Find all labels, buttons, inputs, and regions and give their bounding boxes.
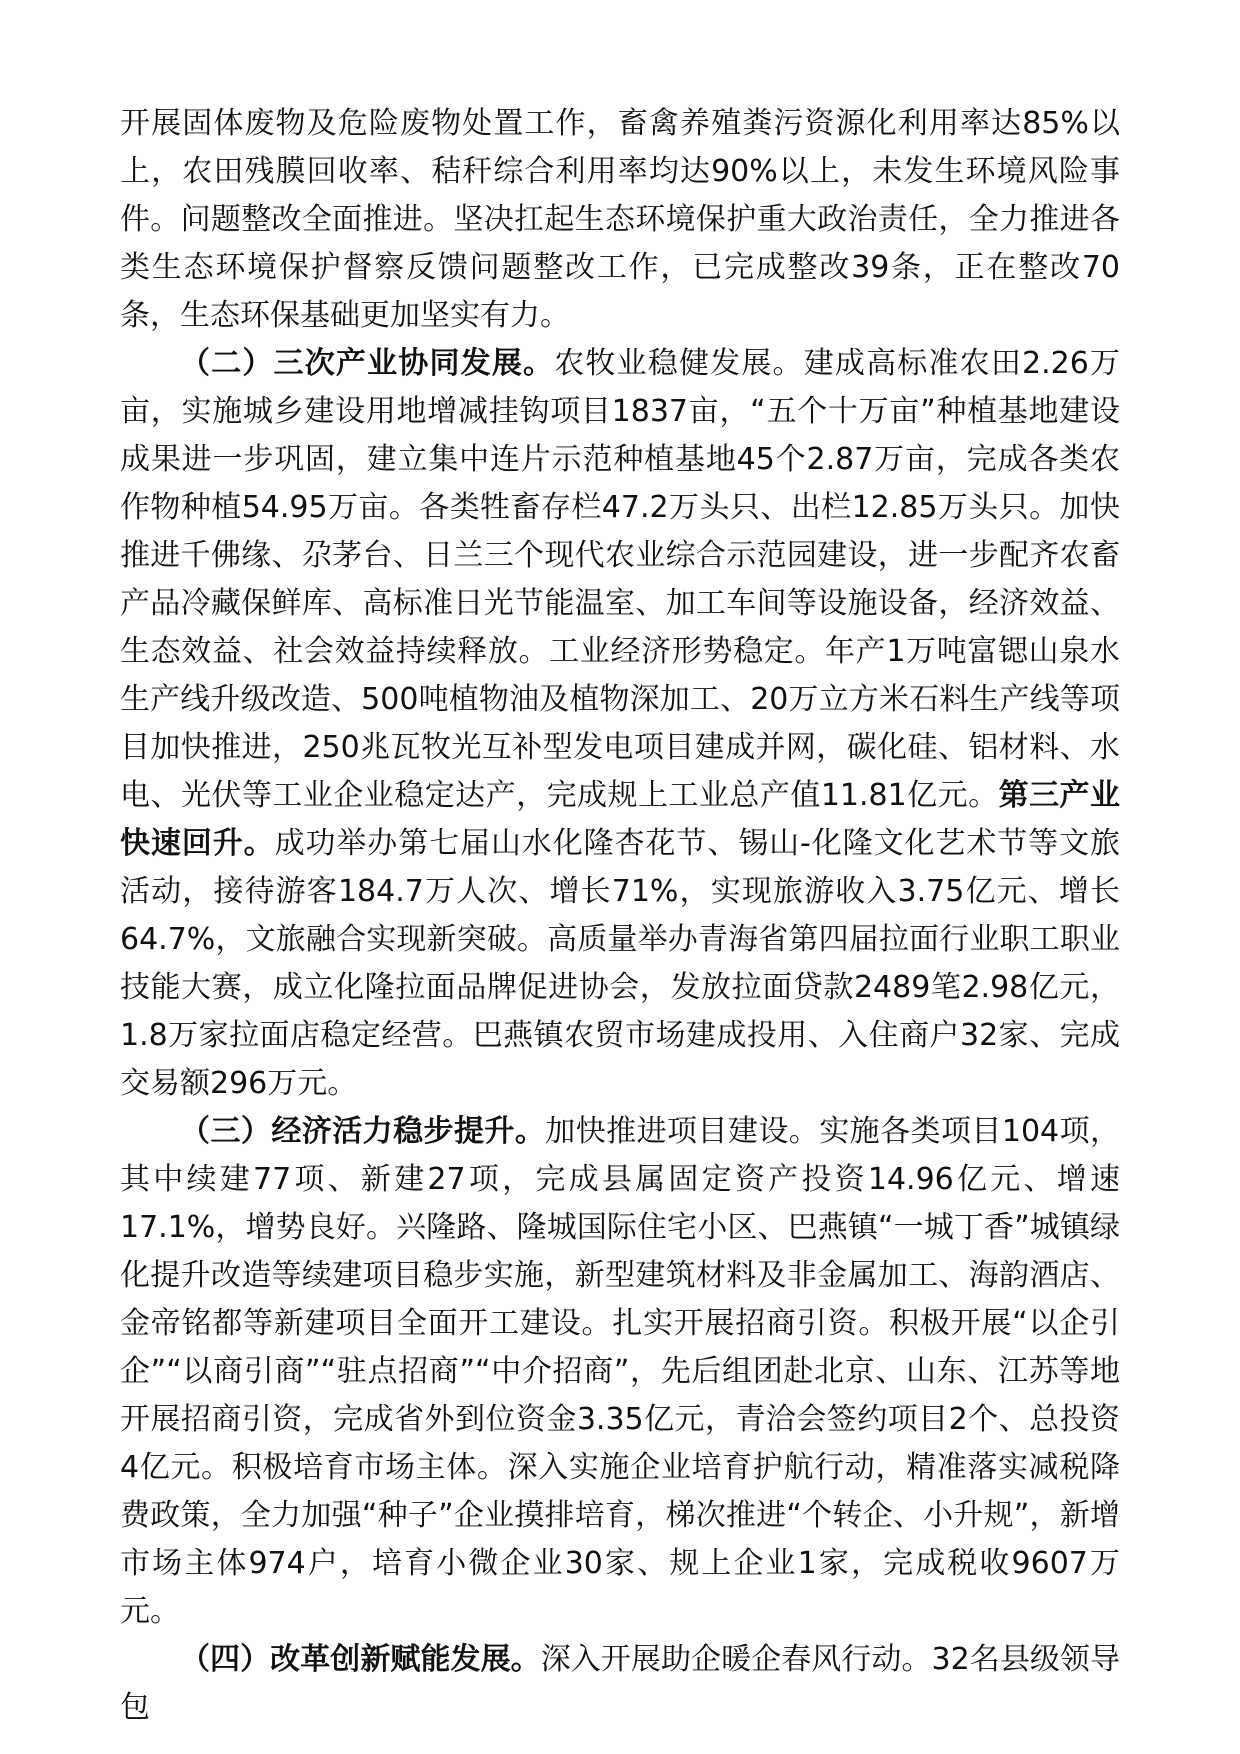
section-heading: （四）改革创新赋能发展。 <box>180 1642 541 1677</box>
paragraph-economy <box>120 1108 1120 1636</box>
section-heading: （二）三次产业协同发展。 <box>180 346 555 381</box>
paragraph-text: 加快推进项目建设。实施各类项目104项，其中续建77项、新建27项，完成县属固定资产投资14.96亿元、增速17.1%，增势良好。兴隆路、隆城国际住宅小区、巴燕镇“一城丁香”城镇绿化提升改造等续建项目稳步实施，新型建筑材料及非金属加工、海韵酒店、金帝铭都等新建项目全面开工建设。扎实开展招商引资。积极开展“以企引企”“以商引商”“驻点招商”“中介招商”，先后组团赴北京、山东、江苏等地开展招商引资，完成省外到位资金3.35亿元，青洽会签约项目2个、总投资4亿元。积极培育市场主体。深入实施企业培育护航行动，精准落实减税降费政策，全力加强“种子”企业摸排培育，梯次推进“个转企、小升规”，新增市场主体974户，培育小微企业30家、规上企业1家，完成税收9607万元。 <box>120 1114 1121 1629</box>
paragraph-text: 成功举办第七届山水化隆杏花节、锡山-化隆文化艺术节等文旅活动，接待游客184.7万人次、增长71%，实现旅游收入3.75亿元、增长64.7%，文旅融合实现新突破。高质量举办青海省第四届拉面行业职工职业技能大赛，成立化隆拉面品牌促进协会，发放拉面贷款2489笔2.98亿元，1.8万家拉面店稳定经营。巴燕镇农贸市场建成投用、入住商户32家、完成交易额296万元。 <box>120 826 1121 1101</box>
paragraph-text: 开展固体废物及危险废物处置工作，畜禽养殖粪污资源化利用率达85%以上，农田残膜回收率、秸秆综合利用率均达90%以上，未发生环境风险事件。问题整改全面推进。坚决扛起生态环境保护重大政治责任，全力推进各类生态环境保护督察反馈问题整改工作，已完成整改39条，正在整改70条，生态环保基础更加坚实有力。 <box>120 106 1120 333</box>
document-body <box>120 100 1120 1732</box>
paragraph-industry <box>120 340 1120 1108</box>
section-heading: （三）经济活力稳步提升。 <box>180 1114 546 1149</box>
paragraph-environment <box>120 100 1120 340</box>
paragraph-text: 农牧业稳健发展。建成高标准农田2.26万亩，实施城乡建设用地增减挂钩项目1837亩，“五个十万亩”种植基地建设成果进一步巩固，建立集中连片示范种植基地45个2.87万亩，完成各类农作物种植54.95万亩。各类牲畜存栏47.2万头只、出栏12.85万头只。加快推进千佛缘、尕茅台、日兰三个现代农业综合示范园建设，进一步配齐农畜产品冷藏保鲜库、高标准日光节能温室、加工车间等设施设备，经济效益、生态效益、社会效益持续释放。工业经济形势稳定。年产1万吨富锶山泉水生产线升级改造、500吨植物油及植物深加工、20万立方米石料生产线等项目加快推进，250兆瓦牧光互补型发电项目建成并网，碳化硅、铝材料、水电、光伏等工业企业稳定达产，完成规上工业总产值11.81亿元。 <box>120 346 1121 813</box>
paragraph-text: 深入开展助企暖企春风行动。32名县级领导包 <box>120 1642 1120 1725</box>
section-subheading: 第三产业快速回升。 <box>120 778 1121 861</box>
paragraph-reform <box>120 1636 1120 1732</box>
